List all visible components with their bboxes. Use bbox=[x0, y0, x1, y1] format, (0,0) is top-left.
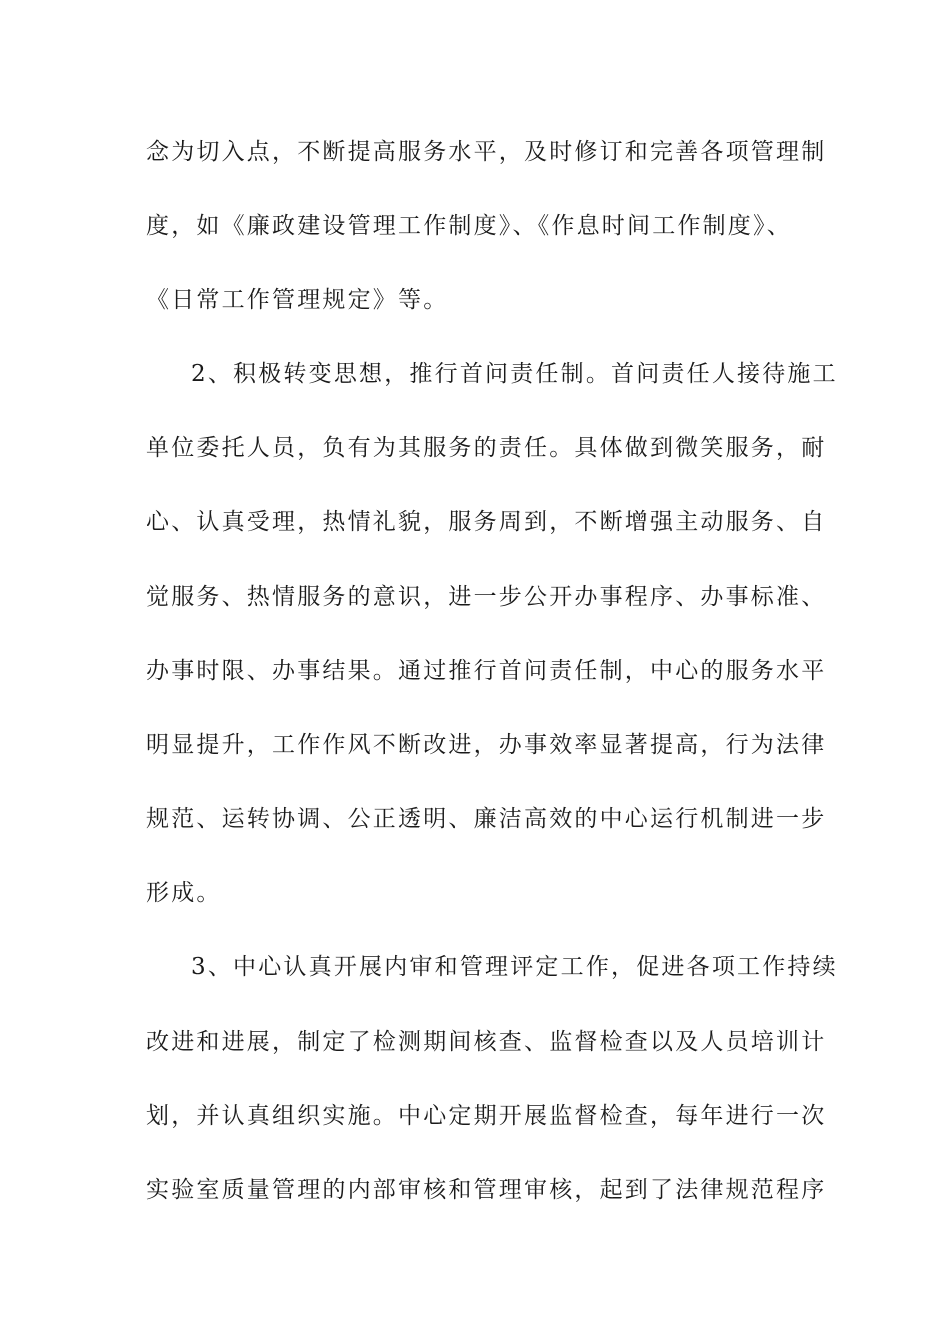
text-line: 改进和进展，制定了检测期间核查、监督检查以及人员培训计 bbox=[146, 1029, 827, 1055]
text-line: 明显提升，工作作风不断改进，办事效率显著提高，行为法律 bbox=[146, 732, 827, 758]
text-line: 念为切入点，不断提高服务水平，及时修订和完善各项管理制 bbox=[146, 139, 827, 165]
text-line: 办事时限、办事结果。通过推行首问责任制，中心的服务水平 bbox=[146, 658, 827, 684]
text-line: 划，并认真组织实施。中心定期开展监督检查，每年进行一次 bbox=[146, 1103, 827, 1129]
paragraph-3-start: 3、中心认真开展内审和管理评定工作，促进各项工作持续 bbox=[191, 954, 838, 980]
text-line: 单位委托人员，负有为其服务的责任。具体做到微笑服务，耐 bbox=[146, 435, 827, 461]
text-line: 《日常工作管理规定》等。 bbox=[146, 287, 449, 313]
text-line: 心、认真受理，热情礼貌，服务周到，不断增强主动服务、自 bbox=[146, 509, 827, 535]
paragraph-2-start: 2、积极转变思想，推行首问责任制。首问责任人接待施工 bbox=[191, 361, 838, 387]
text-line: 度，如《廉政建设管理工作制度》、《作息时间工作制度》、 bbox=[146, 213, 792, 239]
text-line: 觉服务、热情服务的意识，进一步公开办事程序、办事标准、 bbox=[146, 584, 827, 610]
text-line: 实验室质量管理的内部审核和管理审核，起到了法律规范程序 bbox=[146, 1177, 827, 1203]
text-line: 规范、运转协调、公正透明、廉洁高效的中心运行机制进一步 bbox=[146, 806, 827, 832]
text-line: 形成。 bbox=[146, 880, 222, 906]
